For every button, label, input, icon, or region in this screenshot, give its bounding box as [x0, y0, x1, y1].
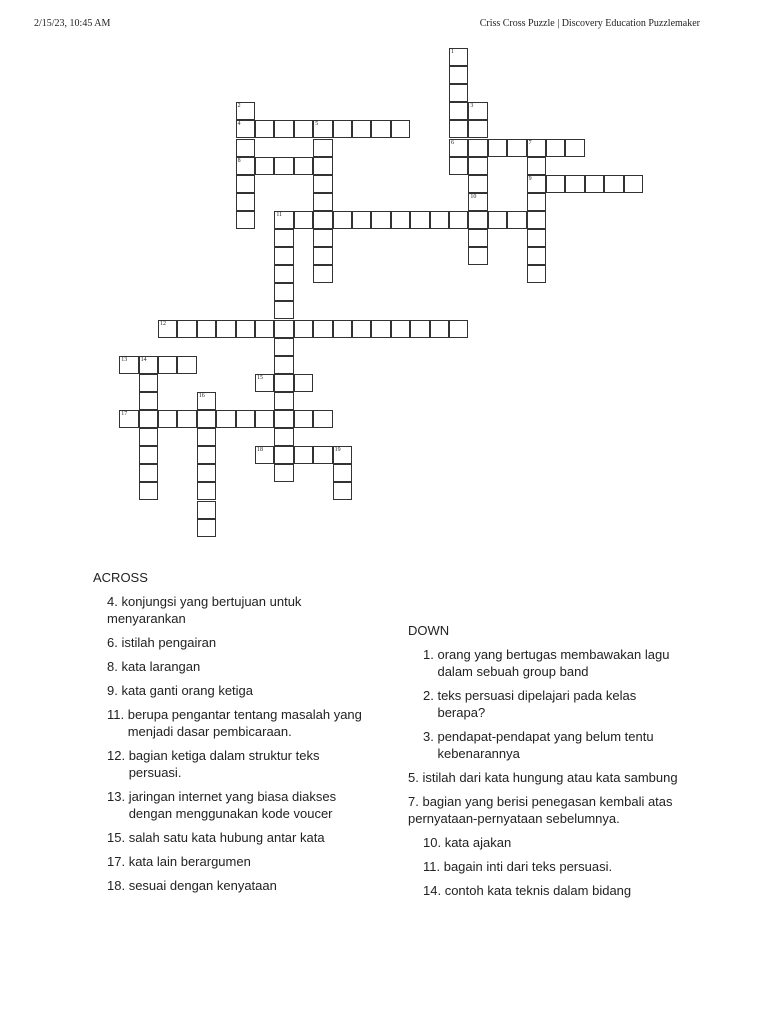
grid-cell[interactable]	[352, 120, 371, 138]
grid-cell[interactable]	[333, 120, 352, 138]
grid-cell[interactable]	[449, 84, 468, 102]
clue-number: 3.	[423, 729, 438, 744]
grid-cell[interactable]	[391, 320, 410, 338]
cell-number: 19	[334, 447, 341, 454]
grid-cell[interactable]	[527, 175, 546, 193]
grid-cell[interactable]	[468, 247, 487, 265]
clue-number: 2.	[423, 688, 438, 703]
grid-cell[interactable]	[119, 410, 138, 428]
clue-text: jaringan internet yang biasa diakses dengan menggunakan kode voucer	[128, 789, 337, 821]
cell-number: 15	[257, 374, 263, 381]
grid-cell[interactable]	[333, 446, 352, 464]
grid-cell[interactable]	[313, 211, 332, 229]
grid-cell[interactable]	[255, 374, 274, 392]
grid-cell[interactable]	[313, 410, 332, 428]
down-clue	[423, 687, 683, 721]
clue-text: kata ganti orang ketiga	[121, 683, 254, 698]
grid-cell[interactable]	[449, 320, 468, 338]
grid-cell[interactable]	[313, 175, 332, 193]
grid-cell[interactable]	[410, 211, 429, 229]
grid-cell[interactable]	[352, 211, 371, 229]
clue-text: istilah pengairan	[121, 635, 217, 650]
across-clue	[107, 877, 373, 894]
grid-cell[interactable]	[294, 410, 313, 428]
grid-cell[interactable]	[274, 338, 293, 356]
grid-cell[interactable]	[333, 320, 352, 338]
clue-number: 11.	[107, 707, 128, 722]
grid-cell[interactable]	[313, 265, 332, 283]
clue-text: salah satu kata hubung antar kata	[128, 830, 325, 845]
across-heading: ACROSS	[93, 570, 148, 585]
grid-cell[interactable]	[313, 139, 332, 157]
down-clue-list	[408, 646, 683, 899]
grid-cell[interactable]	[139, 428, 158, 446]
grid-cell[interactable]	[527, 265, 546, 283]
grid-cell[interactable]	[604, 175, 623, 193]
across-clue	[107, 747, 373, 781]
clue-number: 1.	[423, 647, 438, 662]
clue-text: teks persuasi dipelajari pada kelas berapa?	[437, 688, 637, 720]
cell-number: 6	[451, 139, 454, 146]
grid-cell[interactable]	[197, 464, 216, 482]
grid-cell[interactable]	[430, 320, 449, 338]
across-clues	[93, 570, 373, 901]
clue-number: 10.	[423, 835, 445, 850]
grid-cell[interactable]	[468, 120, 487, 138]
grid-cell[interactable]	[313, 193, 332, 211]
grid-cell[interactable]	[236, 193, 255, 211]
clue-text: contoh kata teknis dalam bidang	[444, 883, 632, 898]
clue-number: 11.	[423, 859, 444, 874]
grid-cell[interactable]	[197, 410, 216, 428]
clue-number: 9.	[107, 683, 122, 698]
grid-cell[interactable]	[468, 139, 487, 157]
cell-number: 12	[160, 320, 166, 327]
grid-cell[interactable]	[274, 211, 293, 229]
clue-text: kata ajakan	[444, 835, 512, 850]
grid-cell[interactable]	[313, 247, 332, 265]
clue-text: kata lain berargumen	[128, 854, 251, 869]
grid-cell[interactable]	[197, 428, 216, 446]
grid-cell[interactable]	[546, 139, 565, 157]
down-clue	[423, 834, 683, 851]
grid-cell[interactable]	[333, 482, 352, 500]
grid-cell[interactable]	[391, 211, 410, 229]
clue-number: 6.	[107, 635, 122, 650]
grid-cell[interactable]	[274, 301, 293, 319]
grid-cell[interactable]	[488, 211, 507, 229]
cell-number: 10	[470, 193, 477, 200]
grid-cell[interactable]	[255, 446, 274, 464]
grid-cell[interactable]	[197, 501, 216, 519]
grid-cell[interactable]	[236, 157, 255, 175]
clue-text: kata larangan	[121, 659, 201, 674]
grid-cell[interactable]	[468, 157, 487, 175]
clue-number: 13.	[107, 789, 129, 804]
grid-cell[interactable]	[313, 320, 332, 338]
cell-number: 7	[528, 139, 532, 146]
grid-cell[interactable]	[294, 374, 313, 392]
grid-cell[interactable]	[177, 356, 196, 374]
grid-cell[interactable]	[197, 320, 216, 338]
grid-cell[interactable]	[449, 66, 468, 84]
grid-cell[interactable]	[274, 320, 293, 338]
grid-cell[interactable]	[255, 410, 274, 428]
grid-cell[interactable]	[274, 229, 293, 247]
cell-number: 17	[121, 411, 128, 417]
grid-cell[interactable]	[468, 102, 487, 120]
down-clue	[423, 646, 683, 680]
page-title: Criss Cross Puzzle | Discovery Education Puzzlemaker	[479, 18, 700, 29]
grid-cell[interactable]	[313, 446, 332, 464]
grid-cell[interactable]	[527, 157, 546, 175]
grid-cell[interactable]	[236, 211, 255, 229]
grid-cell[interactable]	[449, 102, 468, 120]
grid-cell[interactable]	[313, 120, 332, 138]
down-clue	[423, 882, 683, 899]
cell-number: 9	[528, 175, 532, 182]
grid-cell[interactable]	[177, 410, 196, 428]
grid-cell[interactable]	[333, 211, 352, 229]
cell-number: 2	[237, 103, 241, 110]
down-clue	[423, 728, 683, 762]
clue-text: konjungsi yang bertujuan untuk menyarankan	[107, 594, 302, 626]
grid-cell[interactable]	[624, 175, 643, 193]
clue-number: 5.	[408, 770, 423, 785]
grid-cell[interactable]	[527, 193, 546, 211]
cell-number: 18	[257, 447, 263, 454]
grid-cell[interactable]	[313, 157, 332, 175]
grid-cell[interactable]	[449, 139, 468, 157]
grid-cell[interactable]	[371, 211, 390, 229]
cell-number: 4	[237, 121, 241, 128]
grid-cell[interactable]	[274, 428, 293, 446]
down-heading: DOWN	[408, 623, 450, 638]
grid-cell[interactable]	[371, 320, 390, 338]
grid-cell[interactable]	[197, 519, 216, 537]
clue-number: 12.	[107, 748, 129, 763]
grid-cell[interactable]	[274, 283, 293, 301]
clue-number: 8.	[107, 659, 122, 674]
clue-text: pendapat-pendapat yang belum tentu kebenarannya	[437, 729, 654, 761]
cell-number: 1	[451, 49, 454, 55]
grid-cell[interactable]	[236, 320, 255, 338]
grid-cell[interactable]	[468, 211, 487, 229]
clue-number: 14.	[423, 883, 445, 898]
grid-cell[interactable]	[139, 392, 158, 410]
grid-cell[interactable]	[565, 139, 584, 157]
grid-cell[interactable]	[468, 193, 487, 211]
clue-text: bagian ketiga dalam struktur teks persuasi.	[128, 748, 320, 780]
grid-cell[interactable]	[449, 48, 468, 66]
clue-number: 7.	[408, 794, 423, 809]
cell-number: 14	[140, 356, 147, 363]
grid-cell[interactable]	[274, 265, 293, 283]
grid-cell[interactable]	[527, 139, 546, 157]
grid-cell[interactable]	[468, 229, 487, 247]
grid-cell[interactable]	[274, 374, 293, 392]
grid-cell[interactable]	[468, 175, 487, 193]
grid-cell[interactable]	[546, 175, 565, 193]
clue-text: berupa pengantar tentang masalah yang menjadi dasar pembicaraan.	[127, 707, 362, 739]
grid-cell[interactable]	[158, 356, 177, 374]
grid-cell[interactable]	[294, 211, 313, 229]
grid-cell[interactable]	[449, 211, 468, 229]
grid-cell[interactable]	[565, 175, 584, 193]
cell-number: 13	[121, 356, 128, 363]
across-clue	[107, 658, 373, 675]
down-clues	[408, 623, 683, 906]
grid-cell[interactable]	[294, 446, 313, 464]
grid-cell[interactable]	[430, 211, 449, 229]
grid-cell[interactable]	[177, 320, 196, 338]
grid-cell[interactable]	[139, 356, 158, 374]
clue-text: orang yang bertugas membawakan lagu dalam sebuah group band	[437, 647, 670, 679]
clue-number: 15.	[107, 830, 129, 845]
grid-cell[interactable]	[255, 120, 274, 138]
grid-cell[interactable]	[507, 211, 526, 229]
grid-cell[interactable]	[313, 229, 332, 247]
grid-cell[interactable]	[139, 446, 158, 464]
grid-cell[interactable]	[119, 356, 138, 374]
grid-cell[interactable]	[585, 175, 604, 193]
clue-number: 4.	[107, 594, 122, 609]
grid-cell[interactable]	[139, 374, 158, 392]
clue-text: istilah dari kata hungung atau kata sambung	[422, 770, 678, 785]
grid-cell[interactable]	[274, 356, 293, 374]
cell-number: 16	[198, 392, 205, 399]
grid-cell[interactable]	[216, 410, 235, 428]
grid-cell[interactable]	[294, 157, 313, 175]
grid-cell[interactable]	[449, 120, 468, 138]
grid-cell[interactable]	[216, 320, 235, 338]
grid-cell[interactable]	[197, 446, 216, 464]
across-clue	[107, 706, 373, 740]
grid-cell[interactable]	[197, 392, 216, 410]
grid-cell[interactable]	[255, 157, 274, 175]
grid-cell[interactable]	[139, 410, 158, 428]
across-clue	[107, 634, 373, 651]
cell-number: 8	[237, 157, 241, 164]
down-clue	[408, 769, 683, 786]
grid-cell[interactable]	[333, 464, 352, 482]
across-clue	[107, 788, 373, 822]
grid-cell[interactable]	[410, 320, 429, 338]
grid-cell[interactable]	[391, 120, 410, 138]
grid-cell[interactable]	[294, 320, 313, 338]
grid-cell[interactable]	[139, 482, 158, 500]
grid-cell[interactable]	[274, 410, 293, 428]
clue-number: 18.	[107, 878, 129, 893]
grid-cell[interactable]	[294, 120, 313, 138]
across-clue-list	[93, 593, 373, 894]
cell-number: 3	[470, 103, 474, 110]
down-clue	[423, 858, 683, 875]
clue-text: bagain inti dari teks persuasi.	[443, 859, 613, 874]
grid-cell[interactable]	[236, 139, 255, 157]
print-timestamp: 2/15/23, 10:45 AM	[34, 18, 111, 29]
grid-cell[interactable]	[527, 247, 546, 265]
across-clue	[107, 593, 373, 627]
grid-cell[interactable]	[236, 102, 255, 120]
grid-cell[interactable]	[274, 392, 293, 410]
cell-number: 11	[276, 211, 283, 218]
grid-cell[interactable]	[158, 320, 177, 338]
grid-cell[interactable]	[274, 464, 293, 482]
grid-cell[interactable]	[274, 157, 293, 175]
grid-cell[interactable]	[507, 139, 526, 157]
grid-cell[interactable]	[274, 247, 293, 265]
down-clue	[408, 793, 683, 827]
cell-number: 5	[315, 121, 319, 128]
grid-cell[interactable]	[449, 157, 468, 175]
across-clue	[107, 853, 373, 870]
grid-cell[interactable]	[371, 120, 390, 138]
grid-cell[interactable]	[255, 320, 274, 338]
grid-cell[interactable]	[488, 139, 507, 157]
clue-text: bagian yang berisi penegasan kembali atas pernyataan-pernyataan sebelumnya.	[408, 794, 673, 826]
clue-text: sesuai dengan kenyataan	[128, 878, 277, 893]
grid-cell[interactable]	[197, 482, 216, 500]
grid-cell[interactable]	[139, 464, 158, 482]
grid-cell[interactable]	[236, 120, 255, 138]
grid-cell[interactable]	[274, 120, 293, 138]
across-clue	[107, 829, 373, 846]
grid-cell[interactable]	[352, 320, 371, 338]
grid-cell[interactable]	[274, 446, 293, 464]
grid-cell[interactable]	[527, 229, 546, 247]
grid-cell[interactable]	[236, 175, 255, 193]
clue-number: 17.	[107, 854, 129, 869]
grid-cell[interactable]	[527, 211, 546, 229]
grid-cell[interactable]	[158, 410, 177, 428]
grid-cell[interactable]	[236, 410, 255, 428]
across-clue	[107, 682, 373, 699]
